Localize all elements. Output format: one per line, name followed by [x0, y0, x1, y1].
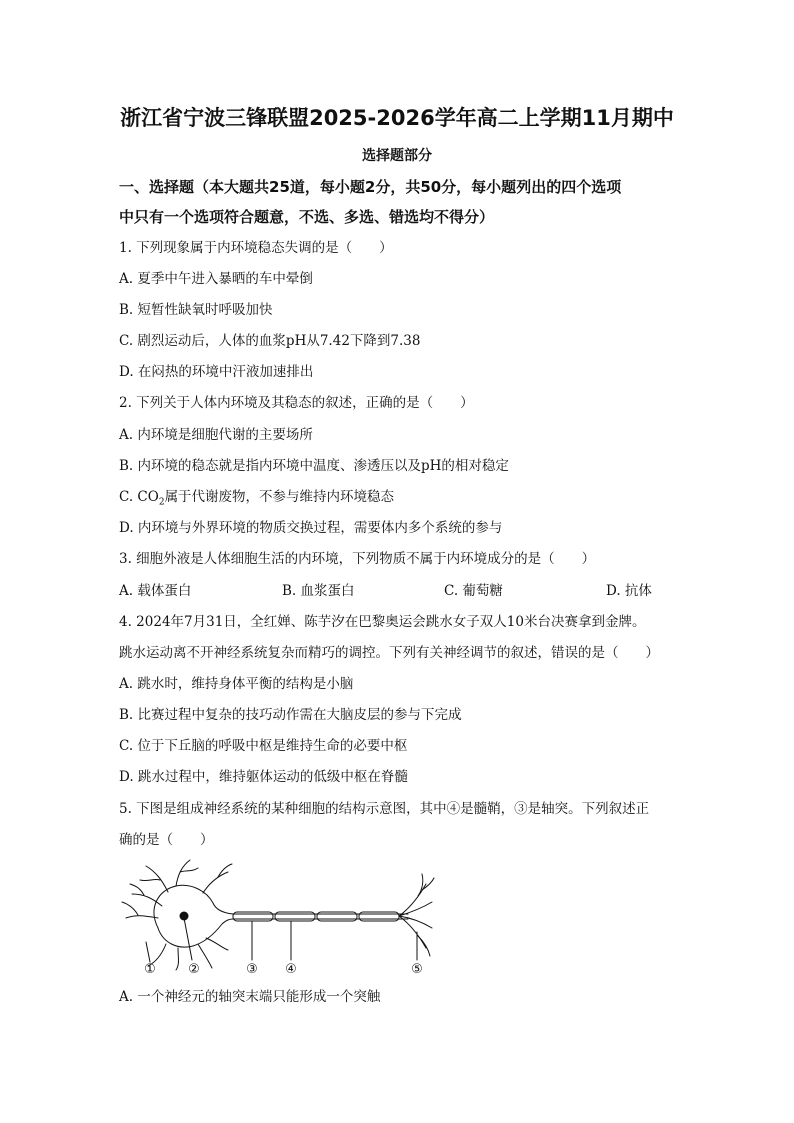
q5-option-a: A. 一个神经元的轴突末端只能形成一个突触	[119, 989, 381, 1005]
figure-label-5: ⑤	[411, 962, 423, 976]
q1-option-b: B. 短暂性缺氧时呼吸加快	[119, 302, 273, 318]
q2-option-c	[119, 488, 394, 512]
q4-option-b: B. 比赛过程中复杂的技巧动作需在大脑皮层的参与下完成	[119, 707, 462, 723]
q2-option-a: A. 内环境是细胞代谢的主要场所	[119, 427, 313, 443]
section-heading-line2: 中只有一个选项符合题意，不选、多选、错选均不得分）	[119, 208, 495, 226]
figure-label-2: ②	[188, 962, 200, 976]
q2-stem: 2. 下列关于人体内环境及其稳态的叙述，正确的是（ ）	[119, 395, 474, 411]
q1-option-a: A. 夏季中午进入暴晒的车中晕倒	[119, 271, 313, 287]
figure-label-3: ③	[246, 962, 258, 976]
q5-stem-line1: 5. 下图是组成神经系统的某种细胞的结构示意图，其中④是髓鞘，③是轴突。下列叙述正	[119, 801, 650, 817]
q4-option-a: A. 跳水时，维持身体平衡的结构是小脑	[119, 676, 354, 692]
part-heading: 选择题部分	[362, 148, 432, 164]
q3-option-d: D. 抗体	[606, 583, 652, 599]
figure-label-4: ④	[285, 962, 297, 976]
q2-option-c-suffix: 属于代谢废物，不参与维持内环境稳态	[164, 489, 395, 505]
q4-option-c: C. 位于下丘脑的呼吸中枢是维持生命的必要中枢	[119, 738, 408, 754]
neuron-diagram	[118, 858, 436, 976]
q4-stem-line1: 4. 2024年7月31日，全红婵、陈芋汐在巴黎奥运会跳水女子双人10米台决赛拿到金牌。	[119, 614, 646, 630]
q1-option-d: D. 在闷热的环境中汗液加速排出	[119, 364, 314, 380]
q4-option-d: D. 跳水过程中，维持躯体运动的低级中枢在脊髓	[119, 769, 408, 785]
q4-stem-line2: 跳水运动离不开神经系统复杂而精巧的调控。下列有关神经调节的叙述，错误的是（ ）	[119, 645, 659, 661]
q3-option-c: C. 葡萄糖	[444, 583, 503, 599]
q5-stem-line2: 确的是（ ）	[119, 832, 214, 848]
q3-stem: 3. 细胞外液是人体细胞生活的内环境，下列物质不属于内环境成分的是（ ）	[119, 551, 596, 567]
q1-stem: 1. 下列现象属于内环境稳态失调的是（ ）	[119, 240, 393, 256]
q2-option-d: D. 内环境与外界环境的物质交换过程，需要体内多个系统的参与	[119, 520, 503, 536]
q2-option-c-subscript: 2	[158, 497, 165, 508]
q1-option-c: C. 剧烈运动后，人体的血浆pH从7.42下降到7.38	[119, 333, 421, 349]
q3-option-a: A. 载体蛋白	[119, 583, 192, 599]
q2-option-b: B. 内环境的稳态就是指内环境中温度、渗透压以及pH的相对稳定	[119, 458, 509, 474]
q3-option-b: B. 血浆蛋白	[282, 583, 355, 599]
document-title: 浙江省宁波三锋联盟2025-2026学年高二上学期11月期中	[120, 106, 674, 130]
q2-option-c-prefix: C. CO	[119, 489, 159, 505]
section-heading-line1: 一、选择题（本大题共25道，每小题2分，共50分，每小题列出的四个选项	[119, 178, 622, 196]
figure-label-1: ①	[144, 962, 156, 976]
